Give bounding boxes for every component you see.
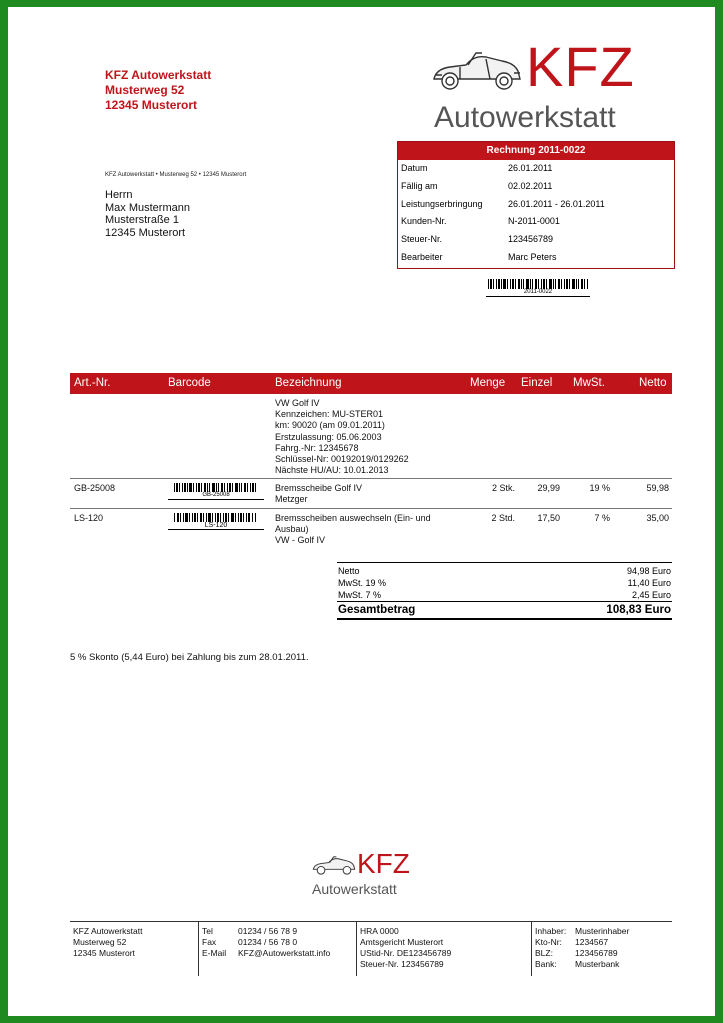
row-vat: 7 % <box>594 513 610 523</box>
info-label: Fällig am <box>401 180 438 191</box>
vehicle-line: Kennzeichen: MU-STER01 <box>275 409 384 420</box>
footer-contact <box>202 926 330 959</box>
invoice-info-box <box>397 141 675 269</box>
row-art-nr: LS-120 <box>74 513 104 523</box>
bank-value: 1234567 <box>575 937 609 947</box>
info-row <box>398 249 674 267</box>
recipient-salutation: Herrn <box>105 189 133 201</box>
footer-line: 12345 Musterort <box>73 948 135 958</box>
col-header-art: Art.-Nr. <box>74 377 111 389</box>
info-row <box>398 196 674 214</box>
footer-logo-kfz: KFZ <box>357 848 410 879</box>
footer-line: Musterweg 52 <box>73 937 127 947</box>
vehicle-line: Fahrg.-Nr: 12345678 <box>275 442 359 453</box>
contact-label: Fax <box>202 937 217 947</box>
footer-line: Amtsgericht Musterort <box>360 937 444 947</box>
table-row <box>70 511 672 551</box>
recipient-address <box>105 189 190 239</box>
barcode-text: 2011-0022 <box>523 289 553 295</box>
barcode-underline <box>168 499 264 500</box>
barcode-underline <box>486 296 590 297</box>
total-row <box>337 577 672 589</box>
vintage-car-icon <box>430 45 524 95</box>
row-divider <box>70 478 672 479</box>
table-row <box>70 481 672 507</box>
footer-divider <box>531 922 532 976</box>
contact-value: 01234 / 56 78 9 <box>238 926 298 936</box>
total-value: 94,98 Euro <box>626 566 671 576</box>
footer-line: HRA 0000 <box>360 926 399 936</box>
invoice-barcode <box>486 279 590 297</box>
grand-total-value: 108,83 Euro <box>606 604 671 616</box>
barcode-icon <box>168 483 264 492</box>
col-header-desc: Bezeichnung <box>275 377 342 389</box>
total-label: MwSt. 7 % <box>338 590 382 600</box>
footer-line: Steuer-Nr. 123456789 <box>360 959 444 969</box>
footer-line: KFZ Autowerkstatt <box>73 926 143 936</box>
total-value: 2,45 Euro <box>631 590 671 600</box>
logo-subtitle: Autowerkstatt <box>434 101 616 134</box>
footer-bank-row <box>535 948 629 959</box>
info-label: Bearbeiter <box>401 251 443 262</box>
totals-block <box>337 562 672 620</box>
vehicle-info <box>275 398 409 476</box>
footer-contact-row <box>202 937 330 948</box>
footer-company <box>73 926 142 959</box>
footer-bank <box>535 926 629 970</box>
desc-line: Bremsscheibe Golf IV <box>275 483 363 493</box>
bank-label: BLZ: <box>535 948 553 958</box>
info-row <box>398 213 674 231</box>
contact-value: 01234 / 56 78 0 <box>238 937 298 947</box>
total-row <box>337 565 672 577</box>
bank-label: Bank: <box>535 959 557 969</box>
barcode-icon <box>168 513 264 522</box>
totals-top-rule <box>337 562 672 563</box>
info-label: Kunden-Nr. <box>401 216 447 227</box>
sender-city: 12345 Musterort <box>105 98 198 112</box>
sender-return-line: KFZ Autowerkstatt • Musterweg 52 • 12345 Musterort <box>105 172 247 178</box>
info-value: 26.01.2011 <box>508 163 553 173</box>
footer-bank-row <box>535 937 629 948</box>
invoice-title: Rechnung 2011-0022 <box>398 142 674 160</box>
footer <box>70 921 672 976</box>
info-row <box>398 160 674 178</box>
bank-value: 123456789 <box>575 948 618 958</box>
logo-kfz: KFZ <box>526 35 635 98</box>
footer-contact-row <box>202 948 330 959</box>
sender-name: KFZ Autowerkstatt <box>105 68 212 82</box>
footer-bank-row <box>535 926 629 937</box>
col-header-barcode: Barcode <box>168 377 211 389</box>
info-value: Marc Peters <box>508 251 557 262</box>
recipient-name: Max Mustermann <box>105 201 190 214</box>
bank-label: Kto-Nr: <box>535 937 562 947</box>
footer-registry <box>360 926 451 970</box>
barcode-text: LS-120 <box>204 522 228 529</box>
desc-line: Bremsscheiben auswechseln (Ein- und <box>275 513 431 523</box>
barcode-underline <box>168 529 264 530</box>
row-description <box>275 513 455 547</box>
col-header-vat: MwSt. <box>573 377 605 389</box>
info-label: Leistungserbringung <box>401 198 483 209</box>
row-qty: 2 Std. <box>491 513 515 523</box>
grand-total-label: Gesamtbetrag <box>338 604 416 616</box>
vehicle-line: Nächste HU/AU: 10.01.2013 <box>275 465 389 476</box>
total-value: 11,40 Euro <box>627 578 671 588</box>
row-unit-price: 29,99 <box>537 483 560 493</box>
footer-bank-row <box>535 959 629 970</box>
row-qty: 2 Stk. <box>491 483 515 493</box>
desc-line: Ausbau) <box>275 524 309 535</box>
contact-label: Tel <box>202 926 213 936</box>
footer-divider <box>356 922 357 976</box>
footer-line: UStid-Nr. DE123456789 <box>360 948 452 958</box>
desc-line: VW - Golf IV <box>275 535 326 546</box>
row-net: 59,98 <box>646 483 669 493</box>
sender-address <box>105 68 211 113</box>
total-row <box>337 589 672 601</box>
barcode-icon <box>486 279 590 289</box>
bank-value: Musterinhaber <box>575 926 630 936</box>
row-net: 35,00 <box>646 513 669 523</box>
info-value: N-2011-0001 <box>508 216 560 227</box>
row-description <box>275 483 362 505</box>
desc-line: Metzger <box>275 494 308 505</box>
info-value: 02.02.2011 <box>508 180 553 191</box>
sender-street: Musterweg 52 <box>105 83 185 97</box>
info-label: Steuer-Nr. <box>401 234 443 245</box>
row-vat: 19 % <box>589 483 610 493</box>
col-header-unit: Einzel <box>521 377 553 389</box>
col-header-qty: Menge <box>470 377 506 389</box>
info-value: 26.01.2011 - 26.01.2011 <box>508 198 605 209</box>
bank-value: Musterbank <box>575 959 620 969</box>
grand-total-row <box>337 602 672 618</box>
total-label: MwSt. 19 % <box>338 578 387 588</box>
info-row <box>398 231 674 249</box>
bank-label: Inhaber: <box>535 926 567 936</box>
vehicle-line: Erstzulassung: 05.06.2003 <box>275 431 382 442</box>
vintage-car-icon <box>311 853 357 877</box>
footer-divider <box>198 922 199 976</box>
footer-contact-row <box>202 926 330 937</box>
table-header <box>70 373 672 394</box>
row-art-nr: GB-25008 <box>74 483 116 493</box>
info-row <box>398 178 674 196</box>
row-divider <box>70 508 672 509</box>
row-barcode <box>168 513 264 530</box>
info-label: Datum <box>401 163 428 173</box>
total-label: Netto <box>338 566 360 576</box>
totals-bottom-rule <box>337 618 672 620</box>
recipient-street: Musterstraße 1 <box>105 214 179 226</box>
recipient-city: 12345 Musterort <box>105 226 186 239</box>
invoice-page <box>8 7 715 1016</box>
info-value: 123456789 <box>508 234 554 245</box>
row-unit-price: 17,50 <box>537 513 560 523</box>
col-header-net: Netto <box>639 377 667 389</box>
vehicle-line: km: 90020 (am 09.01.2011) <box>275 420 385 431</box>
contact-label: E-Mail <box>202 948 227 958</box>
footer-logo-subtitle: Autowerkstatt <box>312 881 397 897</box>
barcode-text: GB-25008 <box>202 492 230 498</box>
skonto-note: 5 % Skonto (5,44 Euro) bei Zahlung bis zum 28.01.2011. <box>70 652 309 663</box>
vehicle-line: VW Golf IV <box>275 398 320 408</box>
row-barcode <box>168 483 264 500</box>
vehicle-line: Schlüssel-Nr: 00192019/0129262 <box>275 454 409 465</box>
contact-email[interactable]: KFZ@Autowerkstatt.info <box>238 948 331 958</box>
